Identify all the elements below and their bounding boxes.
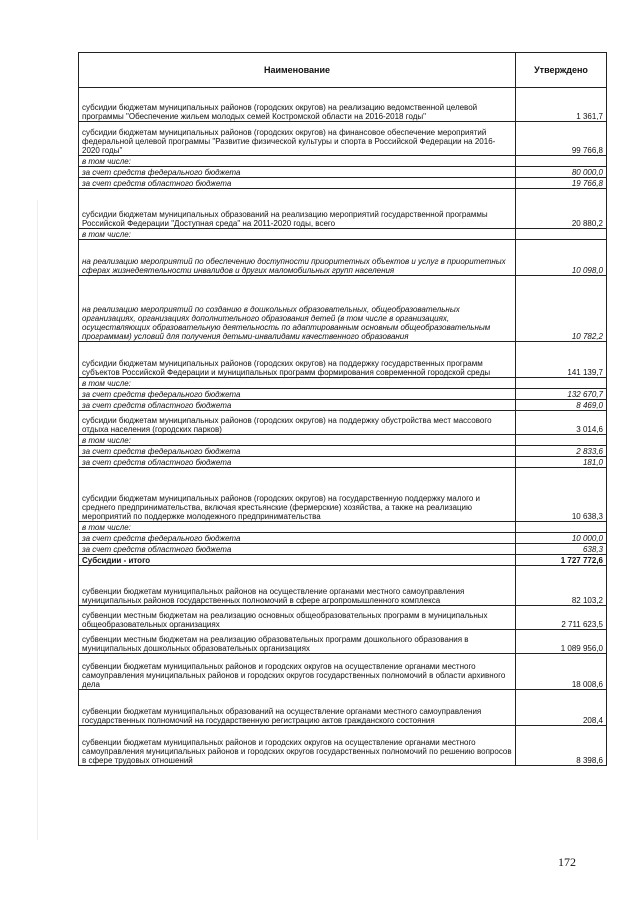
row-name-cell: в том числе: [79,378,516,389]
row-name-cell: субвенции бюджетам муниципальных районов и городских округов на осуществление органами местного самоуправления муниципальных районов и городских округов государственных полномочий по решению вопросов в сфере трудовых отношений [79,726,516,766]
row-name-cell: за счет средств федерального бюджета [79,446,516,457]
row-value-cell: 18 008,6 [516,654,607,690]
row-name-cell: за счет средств федерального бюджета [79,533,516,544]
table-row [79,726,607,766]
row-name-cell: за счет средств федерального бюджета [79,167,516,178]
row-value-cell: 82 103,2 [516,566,607,606]
row-value-cell: 8 469,0 [516,400,607,411]
row-value-cell: 80 000,0 [516,167,607,178]
table-row [79,240,607,276]
row-value-cell: 2 711 623,5 [516,606,607,630]
table-row [79,446,607,457]
row-value-cell [516,156,607,167]
row-value-cell: 132 670,7 [516,389,607,400]
row-value-cell: 1 727 772,6 [516,555,607,566]
table-row [79,389,607,400]
table-row [79,630,607,654]
row-value-cell: 10 782,2 [516,276,607,342]
row-value-cell: 8 398,6 [516,726,607,766]
table-row [79,276,607,342]
row-name-cell: субсидии бюджетам муниципальных районов (городских округов) на финансовое обеспечение мероприятий федеральной целевой программы "Развитие физической культуры и спорта в Российской Федерации на 2016-2020 годы" [79,122,516,156]
row-value-cell: 2 833,6 [516,446,607,457]
row-value-cell: 10 000,0 [516,533,607,544]
row-name-cell: за счет средств областного бюджета [79,400,516,411]
table-row [79,606,607,630]
row-value-cell [516,229,607,240]
row-name-cell: субсидии бюджетам муниципальных районов (городских округов) на поддержку государственных программ субъектов Российской Федерации и муниципальных программ формирования современной городской среды [79,342,516,378]
row-name-cell: на реализацию мероприятий по обеспечению доступности приоритетных объектов и услуг в приоритетных сферах жизнедеятельности инвалидов и других маломобильных групп населения [79,240,516,276]
table-row [79,544,607,555]
scan-margin-line [37,200,38,840]
row-value-cell: 1 089 956,0 [516,630,607,654]
page-number: 172 [558,855,576,869]
row-value-cell: 3 014,6 [516,411,607,435]
table-row [79,468,607,522]
row-value-cell: 10 638,3 [516,468,607,522]
header-name: Наименование [79,53,516,88]
row-name-cell: за счет средств областного бюджета [79,544,516,555]
row-value-cell: 181,0 [516,457,607,468]
row-value-cell [516,435,607,446]
table-row [79,555,607,566]
table-row [79,189,607,229]
row-value-cell [516,522,607,533]
row-name-cell: в том числе: [79,229,516,240]
row-name-cell: субвенции местным бюджетам на реализацию образовательных программ дошкольного образования в муниципальных дошкольных образовательных организациях [79,630,516,654]
table-row [79,533,607,544]
row-name-cell: субвенции местным бюджетам на реализацию основных общеобразовательных программ в муниципальных общеобразовательных организациях [79,606,516,630]
table-header-row [79,53,607,88]
row-value-cell: 10 098,0 [516,240,607,276]
row-name-cell: за счет средств федерального бюджета [79,389,516,400]
row-name-cell: за счет средств областного бюджета [79,457,516,468]
table-row [79,178,607,189]
row-value-cell: 19 766,8 [516,178,607,189]
table-row [79,522,607,533]
row-name-cell: субвенции бюджетам муниципальных районов и городских округов на осуществление органами местного самоуправления муниципальных районов и городских округов государственных полномочий в области архивного дела [79,654,516,690]
row-value-cell: 1 361,7 [516,88,607,122]
row-name-cell: субсидии бюджетам муниципальных районов (городских округов) на поддержку обустройства мест массового отдыха населения (городских парков) [79,411,516,435]
row-name-cell: в том числе: [79,435,516,446]
table-row [79,654,607,690]
table-row [79,88,607,122]
table-row [79,400,607,411]
table-row [79,229,607,240]
table-row [79,167,607,178]
table-row [79,122,607,156]
table-row [79,457,607,468]
row-name-cell: Субсидии - итого [79,555,516,566]
table-row [79,378,607,389]
row-value-cell [516,378,607,389]
row-value-cell: 141 139,7 [516,342,607,378]
table-row [79,566,607,606]
row-name-cell: в том числе: [79,522,516,533]
row-name-cell: за счет средств областного бюджета [79,178,516,189]
table-row [79,411,607,435]
row-value-cell: 20 880,2 [516,189,607,229]
row-name-cell: субвенции бюджетам муниципальных образований на осуществление органами местного самоуправления государственных полномочий на государственную регистрацию актов гражданского состояния [79,690,516,726]
header-approved: Утверждено [516,53,607,88]
table-row [79,342,607,378]
row-name-cell: субсидии бюджетам муниципальных районов (городских округов) на реализацию ведомственной целевой программы "Обеспечение жильем молодых семей Костромской области на 2016-2018 годы" [79,88,516,122]
row-name-cell: в том числе: [79,156,516,167]
row-value-cell: 99 766,8 [516,122,607,156]
table-row [79,435,607,446]
table-row [79,156,607,167]
row-name-cell: субсидии бюджетам муниципальных образований на реализацию мероприятий государственной программы Российской Федерации "Доступная среда" на 2011-2020 годы, всего [79,189,516,229]
table-body [79,88,607,766]
row-value-cell: 208,4 [516,690,607,726]
row-value-cell: 638,3 [516,544,607,555]
row-name-cell: субвенции бюджетам муниципальных районов на осуществление органами местного самоуправления муниципальных районов государственных полномочий в сфере агропромышленного комплекса [79,566,516,606]
row-name-cell: на реализацию мероприятий по созданию в дошкольных образовательных, общеобразовательных организациях, организациях дополнительного образования детей (в том числе в организациях, осуществляющих образовательную деятельность по адаптированным основным общеобразовательным программам) условий для получения детьми-инвалидами качественного образования [79,276,516,342]
budget-table [78,52,607,766]
table-row [79,690,607,726]
row-name-cell: субсидии бюджетам муниципальных районов (городских округов) на государственную поддержку малого и среднего предпринимательства, включая крестьянские (фермерские) хозяйства, а также на реализацию мероприятий по поддержке молодежного предпринимательства [79,468,516,522]
